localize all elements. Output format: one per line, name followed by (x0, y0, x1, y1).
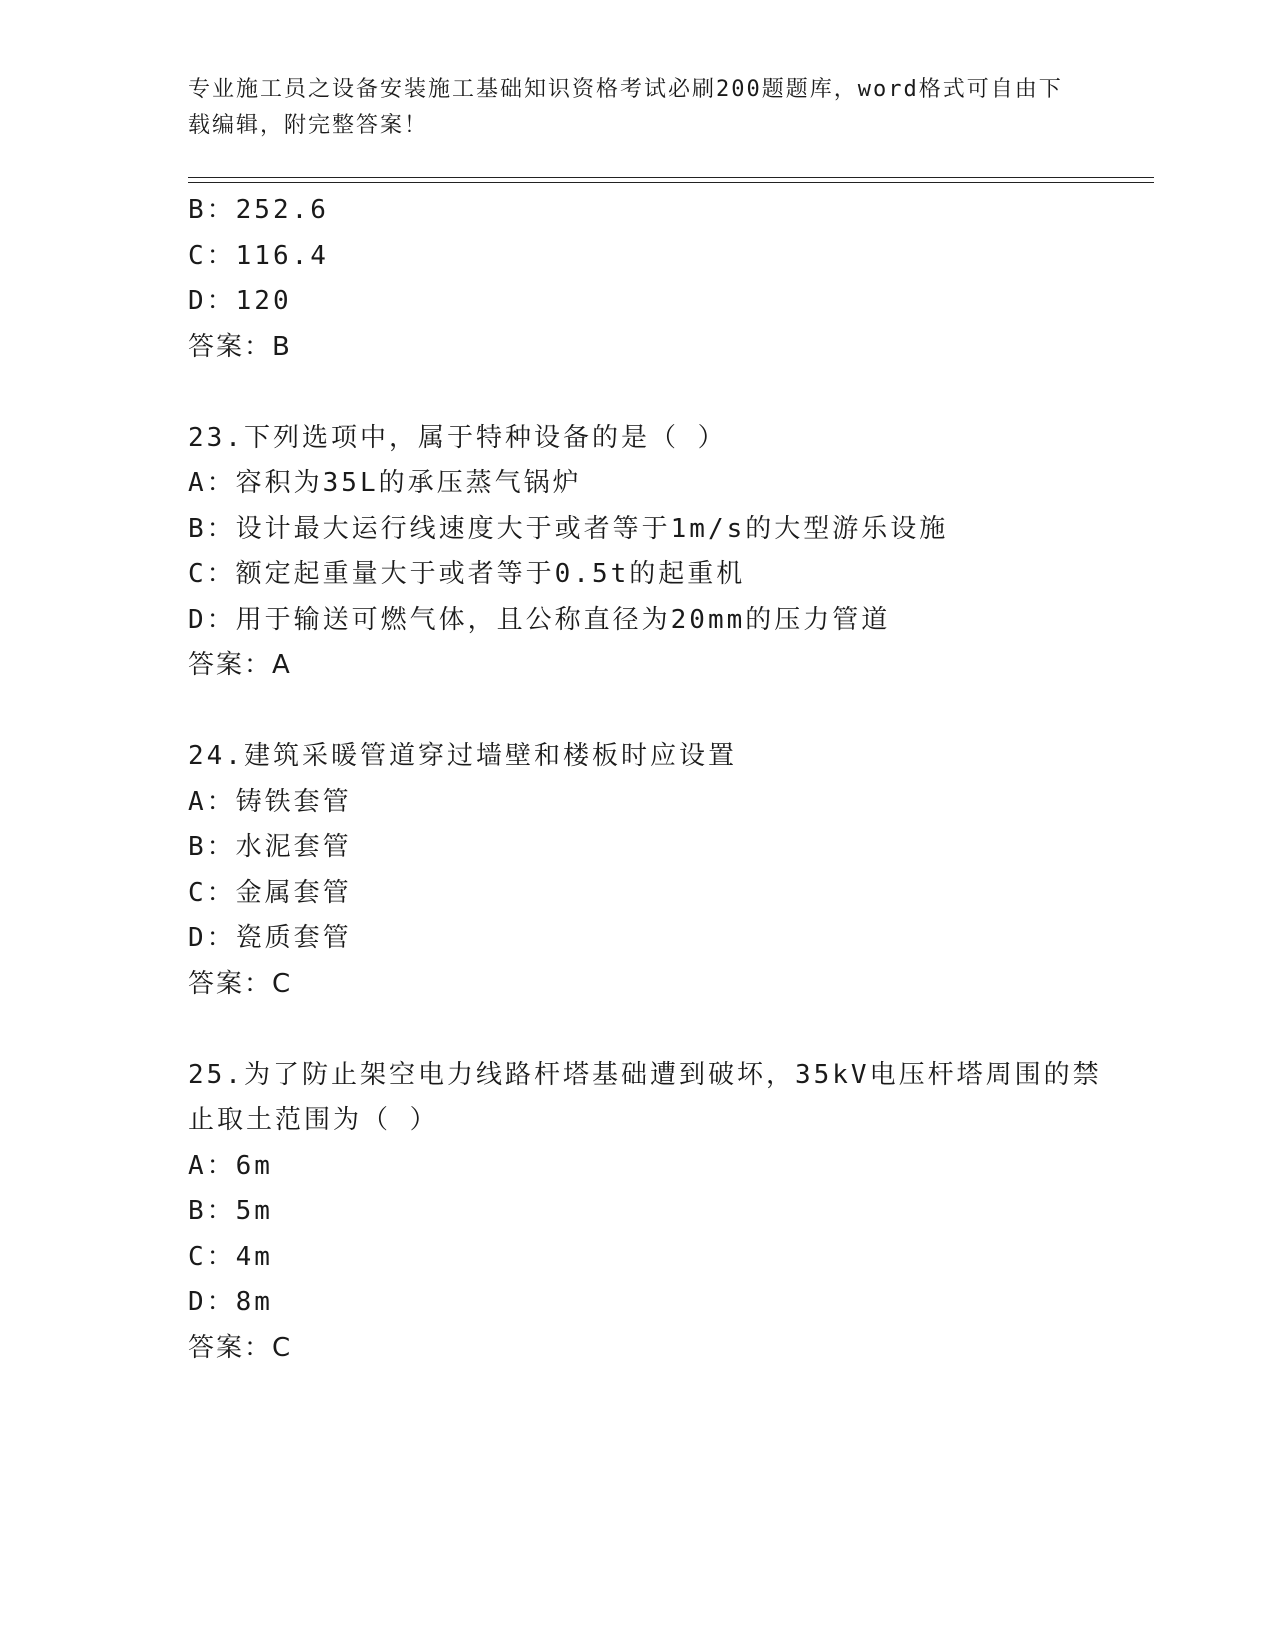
option-b: B：5m (188, 1196, 273, 1226)
answer: 答案：B (188, 331, 292, 362)
option-d: D：120 (188, 286, 292, 316)
option-b: B：252.6 (188, 195, 329, 225)
partial-question (188, 188, 1118, 370)
option-a: A：铸铁套管 (188, 786, 352, 817)
header-rule-bottom (188, 182, 1154, 183)
answer: 答案：C (188, 968, 293, 999)
spacer (188, 689, 1118, 735)
question-title-line-1: 25.为了防止架空电力线路杆塔基础遭到破坏，35kV电压杆塔周围的禁 (188, 1059, 1102, 1090)
option-c: C：4m (188, 1241, 273, 1272)
answer: 答案：A (188, 650, 292, 680)
option-b: B：水泥套管 (188, 832, 352, 862)
option-c: C：116.4 (188, 240, 329, 271)
question-24 (188, 734, 1118, 1007)
answer: 答案：C (188, 1332, 293, 1363)
question-23 (188, 416, 1118, 689)
header-rule-top (188, 177, 1154, 178)
question-title: 24.建筑采暖管道穿过墙壁和楼板时应设置 (188, 741, 737, 771)
option-d: D：用于输送可燃气体，且公称直径为20mm的压力管道 (188, 604, 891, 635)
option-c: C：额定起重量大于或者等于0.5t的起重机 (188, 559, 746, 589)
option-c: C：金属套管 (188, 877, 352, 908)
option-d: D：8m (188, 1287, 273, 1317)
question-title: 23.下列选项中，属于特种设备的是（ ） (188, 422, 727, 453)
question-25 (188, 1053, 1118, 1372)
document-header: 专业施工员之设备安装施工基础知识资格考试必刷200题题库，word格式可自由下载编辑，附完整答案！ (188, 77, 1063, 138)
spacer (188, 1007, 1118, 1053)
option-a: A：容积为35L的承压蒸气锅炉 (188, 468, 582, 498)
question-title-line-2: 止取土范围为（ ） (188, 1105, 439, 1135)
option-d: D：瓷质套管 (188, 923, 352, 953)
option-a: A：6m (188, 1150, 273, 1181)
question-list (188, 188, 1118, 1371)
option-b: B：设计最大运行线速度大于或者等于1m/s的大型游乐设施 (188, 513, 949, 544)
spacer (188, 370, 1118, 416)
